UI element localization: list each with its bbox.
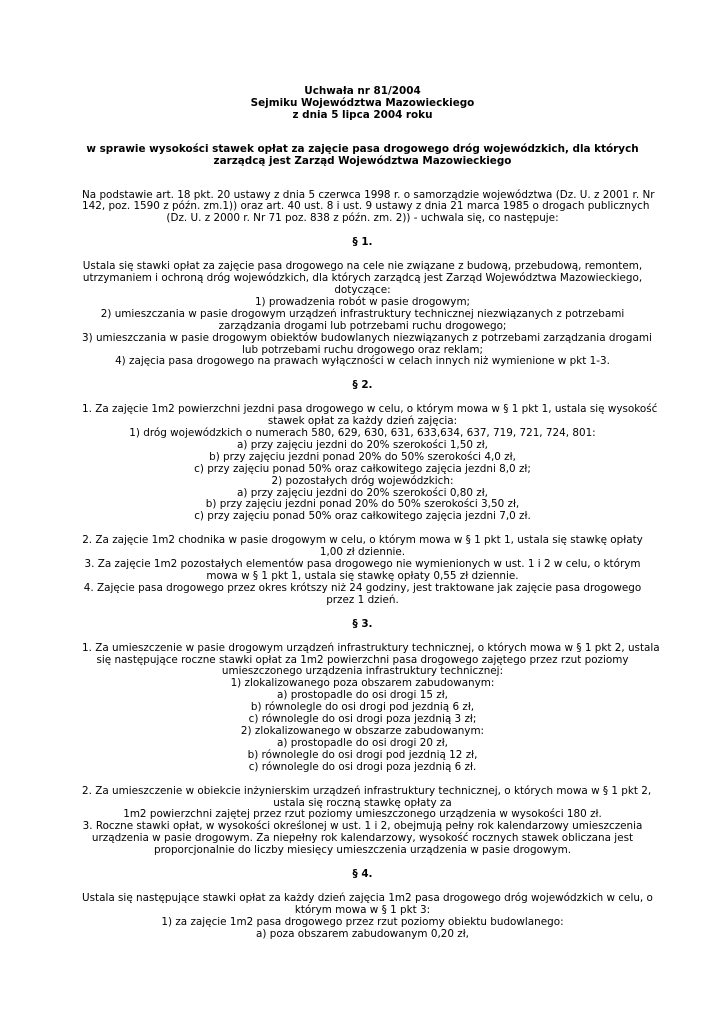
resolution-subject <box>82 144 643 168</box>
paragraph-line: 2. Za zajęcie 1m2 chodnika w pasie drogowym w celu, o którym mowa w § 1 pkt 1, ustala się stawkę opłaty <box>82 534 643 547</box>
section <box>82 236 652 368</box>
paragraph-line: c) równolegle do osi drogi poza jezdnią 6 zł. <box>248 760 477 773</box>
paragraph-line: 2. Za umieszczenie w obiekcie inżynierskim urządzeń infrastruktury technicznej, o których mowa w § 1 pkt 2, <box>82 784 652 797</box>
paragraph-line: ustala się roczną stawkę opłaty za <box>273 796 452 809</box>
paragraph-line: 2) pozostałych dróg wojewódzkich: <box>271 474 454 487</box>
paragraph-line: c) przy zajęciu ponad 50% oraz całkowitego zajęcia jezdni 8,0 zł; <box>194 462 531 475</box>
paragraph-line: 4. Zajęcie pasa drogowego przez okres krótszy niż 24 godziny, jest traktowane jak zajęcie pasa drogowego <box>83 581 642 594</box>
paragraph-line: którym mowa w § 1 pkt 3: <box>294 903 431 916</box>
paragraph-line: c) przy zajęciu ponad 50% oraz całkowitego zajęcia jezdni 7,0 zł. <box>194 510 531 523</box>
paragraph-line: 1. Za umieszczenie w pasie drogowym urządzeń infrastruktury technicznej, o których mowa w § 1 pkt 2, ustala <box>82 641 660 654</box>
paragraph-line: b) przy zajęciu jezdni ponad 20% do 50% szerokości 4,0 zł, <box>209 450 516 463</box>
paragraph-line: 2) umieszczania w pasie drogowym urządzeń infrastruktury technicznej niezwiązanych z potrzebami <box>100 307 625 320</box>
section <box>82 868 653 941</box>
paragraph-line: lub potrzebami ruchu drogowego oraz reklam; <box>241 343 483 356</box>
subject-line: w sprawie wysokości stawek opłat za zajęcie pasa drogowego dróg wojewódzkich, dla których <box>86 142 639 155</box>
paragraph-line: umieszczonego urządzenia infrastruktury technicznej: <box>221 665 504 678</box>
resolution-title: Uchwała nr 81/2004 <box>304 85 421 97</box>
paragraph-line: 1) dróg wojewódzkich o numerach 580, 629, 630, 631, 633,634, 637, 719, 721, 724, 801: <box>129 427 596 440</box>
paragraph-line: przez 1 dzień. <box>326 593 399 606</box>
preamble-line: (Dz. U. z 2000 r. Nr 71 poz. 838 z późn. zm. 2)) - uchwala się, co następuje: <box>166 212 559 225</box>
paragraph-line: proporcjonalnie do liczby miesięcy umieszczenia urządzenia w pasie drogowym. <box>153 844 572 857</box>
section-heading: § 3. <box>352 617 373 630</box>
preamble-line: Na podstawie art. 18 pkt. 20 ustawy z dnia 5 czerwca 1998 r. o samorządzie województwa (Dz. U. z 2001 r. Nr <box>82 188 655 201</box>
paragraph-line: stawek opłat za każdy dzień zajęcia: <box>267 415 458 428</box>
sections-container <box>82 236 660 940</box>
paragraph-line: 4) zajęcia pasa drogowego na prawach wyłączności w celach innych niż wymienione w pkt 1-3. <box>115 355 610 368</box>
paragraph <box>82 535 643 606</box>
paragraph-line: utrzymaniem i ochroną dróg wojewódzkich, dla których zarządcą jest Zarząd Województwa Mazowieckiego, <box>82 272 643 285</box>
paragraph-line: Ustala się następujące stawki opłat za każdy dzień zajęcia 1m2 pasa drogowego dróg wojewódzkich w celu, o <box>82 891 653 904</box>
resolution-issuer: Sejmiku Województwa Mazowieckiego <box>250 96 475 109</box>
paragraph-line: urządzenia w pasie drogowym. Za niepełny rok kalendarzowy, wysokość rocznych stawek obliczana jest <box>91 832 634 845</box>
section-heading: § 2. <box>352 379 373 392</box>
paragraph-line: Ustala się stawki opłat za zajęcie pasa drogowego na cele nie związane z budową, przebudową, remontem, <box>82 260 643 273</box>
subject-line: zarządcą jest Zarząd Województwa Mazowieckiego <box>213 154 512 167</box>
paragraph-line: 2) zlokalizowanego w obszarze zabudowanym: <box>240 724 485 737</box>
paragraph-line: 3. Za zajęcie 1m2 pozostałych elementów pasa drogowego nie wymienionych w ust. 1 i 2 w celu, o którym <box>84 558 641 571</box>
paragraph-line: 1m2 powierzchni zajętej przez rzut poziomy umieszczonego urządzenia w wysokości 180 zł. <box>123 808 602 821</box>
paragraph-line: a) prostopadle do osi drogi 15 zł, <box>277 689 448 702</box>
paragraph-line: a) poza obszarem zabudowanym 0,20 zł, <box>256 927 469 940</box>
paragraph-line: b) równolegle do osi drogi pod jezdnią 12 zł, <box>247 748 478 761</box>
section <box>82 379 658 606</box>
paragraph-line: a) prostopadle do osi drogi 20 zł, <box>277 736 448 749</box>
paragraph-line: b) przy zajęciu jezdni ponad 20% do 50% szerokości 3,50 zł, <box>205 498 520 511</box>
paragraph-line: 3) umieszczania w pasie drogowym obiektów budowlanych niezwiązanych z potrzebami zarządzania drogami <box>82 331 652 344</box>
section-heading: § 1. <box>352 236 373 249</box>
section <box>82 617 660 857</box>
paragraph <box>82 641 660 774</box>
paragraph-line: 1,00 zł dziennie. <box>319 546 406 559</box>
paragraph-line: mowa w § 1 pkt 1, ustala się stawkę opłaty 0,55 zł dziennie. <box>206 570 519 582</box>
paragraph-line: b) równolegle do osi drogi pod jezdnią 6 zł, <box>250 701 475 714</box>
paragraph <box>82 784 652 857</box>
paragraph-line: 1) zlokalizowanego poza obszarem zabudowanym: <box>230 677 495 690</box>
paragraph <box>82 403 658 523</box>
paragraph <box>82 891 653 941</box>
section-heading: § 4. <box>352 868 373 881</box>
paragraph-line: a) przy zajęciu jezdni do 20% szerokości 1,50 zł, <box>237 438 488 451</box>
paragraph-line: dotyczące: <box>334 283 391 296</box>
document-header <box>82 86 643 122</box>
preamble-line: 142, poz. 1590 z późn. zm.1)) oraz art. 40 ust. 8 i ust. 9 ustawy z dnia 21 marca 1985 o drogach publicznych <box>82 200 650 213</box>
paragraph <box>82 260 652 368</box>
paragraph-line: 1) za zajęcie 1m2 pasa drogowego przez rzut poziomy obiektu budowlanego: <box>161 915 564 928</box>
paragraph-line: a) przy zajęciu jezdni do 20% szerokości 0,80 zł, <box>237 486 488 499</box>
resolution-date: z dnia 5 lipca 2004 roku <box>292 108 433 121</box>
paragraph-line: 1. Za zajęcie 1m2 powierzchni jezdni pasa drogowego w celu, o którym mowa w § 1 pkt 1, ustala się wysokość <box>82 403 658 416</box>
paragraph-line: się następujące roczne stawki opłat za 1m2 powierzchni pasa drogowego zajętego przez rzut poziomy <box>96 653 629 666</box>
paragraph-line: 3. Roczne stawki opłat, w wysokości określonej w ust. 1 i 2, obejmują pełny rok kalendarzowy umieszczenia <box>82 820 643 833</box>
paragraph-line: 1) prowadzenia robót w pasie drogowym; <box>254 295 471 308</box>
preamble <box>82 188 655 226</box>
paragraph-line: zarządzania drogami lub potrzebami ruchu drogowego; <box>218 319 507 332</box>
paragraph-gap <box>82 774 643 786</box>
paragraph-line: c) równolegle do osi drogi poza jezdnią 3 zł; <box>248 713 477 726</box>
